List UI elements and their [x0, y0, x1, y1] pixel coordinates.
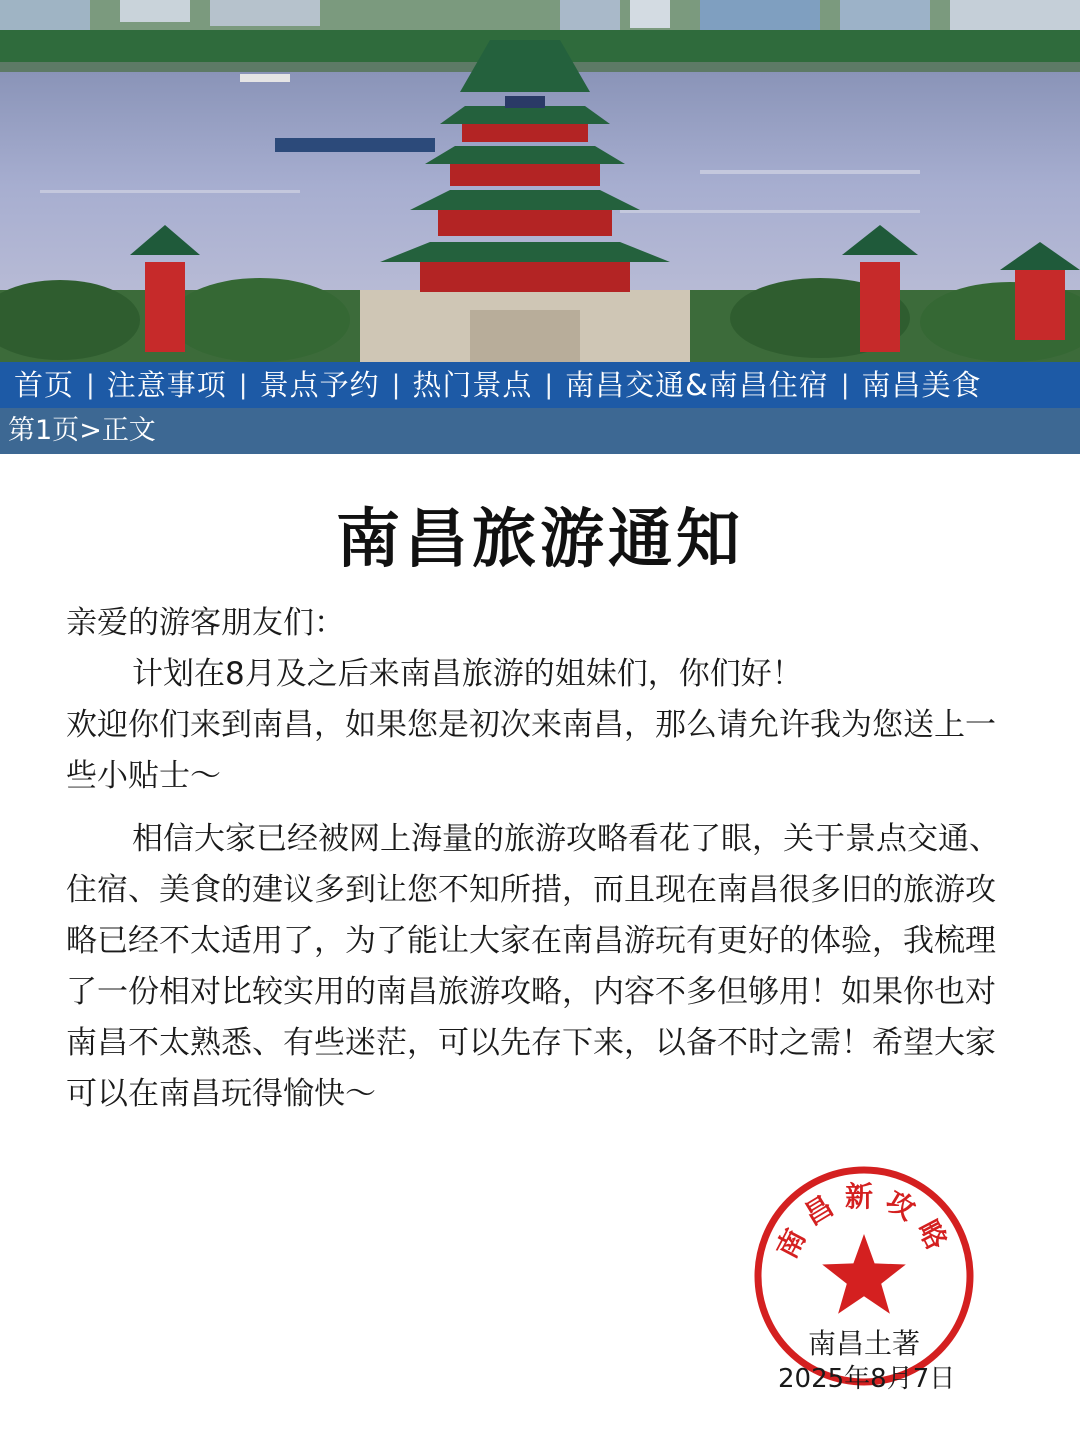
- hero-image: [0, 0, 1080, 362]
- breadcrumb-page[interactable]: 第1页: [8, 415, 80, 446]
- nav-divider: |: [238, 370, 248, 400]
- signature-name: 南昌土著: [808, 1327, 921, 1360]
- nav-divider: |: [391, 370, 401, 400]
- nav-popular-spots[interactable]: 热门景点: [412, 368, 533, 402]
- signature-date: 2025年8月7日: [778, 1364, 956, 1394]
- main-paragraph: 相信大家已经被网上海量的旅游攻略看花了眼，关于景点交通、住宿、美食的建议多到让您不知所措，而且现在南昌很多旧的旅游攻略已经不太适用了，为了能让大家在南昌游玩有更好的体验，我梳理了一份相对比较实用的南昌旅游攻略，内容不多但够用！如果你也对南昌不太熟悉、有些迷茫，可以先存下来，以备不时之需！希望大家可以在南昌玩得愉快～: [66, 821, 1000, 1112]
- intro-line: 计划在8月及之后来南昌旅游的姐妹们，你们好！: [132, 656, 803, 692]
- nav-divider: |: [544, 370, 554, 400]
- breadcrumb-current: 正文: [101, 415, 156, 446]
- nav-reservation[interactable]: 景点予约: [259, 368, 380, 402]
- star-icon: [822, 1234, 906, 1314]
- nav-notes[interactable]: 注意事项: [106, 368, 227, 402]
- top-nav: [0, 362, 1080, 408]
- article-body: [66, 598, 1016, 1120]
- breadcrumb-separator: >: [79, 415, 102, 446]
- welcome-line: 欢迎你们来到南昌，如果您是初次来南昌，那么请允许我为您送上一些小贴士～: [66, 707, 996, 794]
- nav-divider: |: [86, 370, 95, 400]
- page-title: 南昌旅游通知: [336, 503, 744, 577]
- nav-transport-lodging[interactable]: 南昌交通&南昌住宿: [565, 368, 829, 402]
- greeting: 亲爱的游客朋友们：: [66, 605, 345, 641]
- breadcrumb: [0, 408, 1080, 454]
- nav-food[interactable]: 南昌美食: [861, 368, 982, 402]
- seal-text: 南昌新攻略: [770, 1180, 958, 1264]
- nav-home[interactable]: 首页: [14, 368, 75, 402]
- nav-divider: |: [840, 370, 850, 400]
